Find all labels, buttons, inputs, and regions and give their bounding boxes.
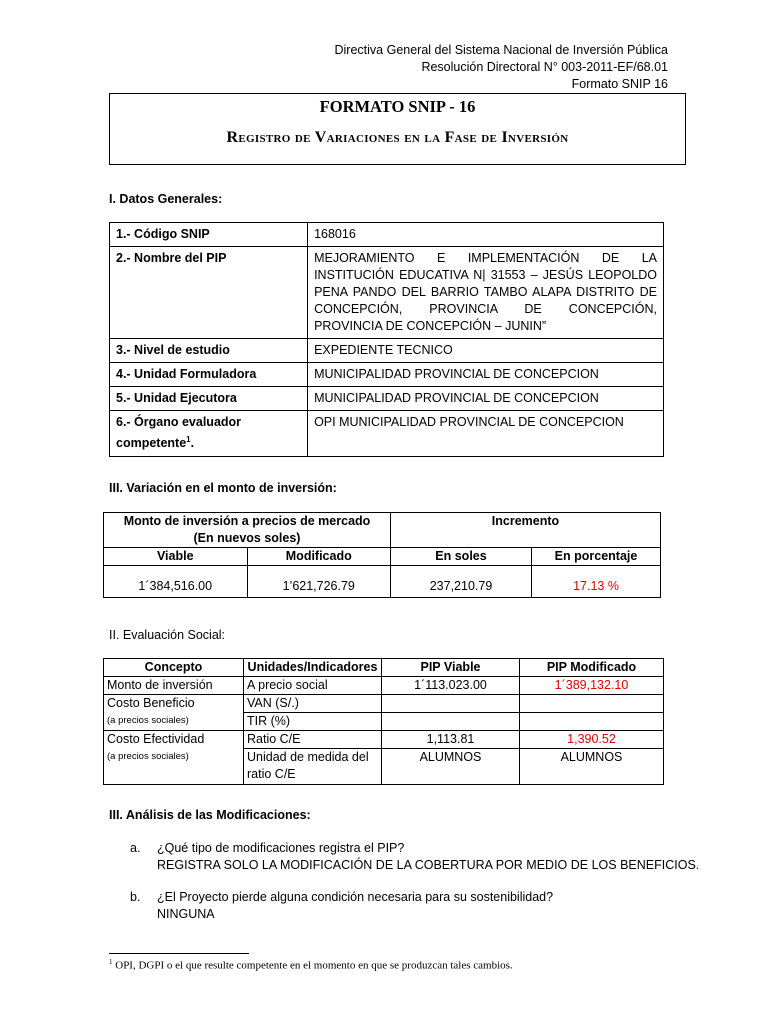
- pip-viable: 1,113.81: [382, 731, 520, 749]
- form-subtitle: Registro de Variaciones en la Fase de Inversión: [226, 129, 569, 146]
- row-key: 5.- Unidad Ejecutora: [110, 387, 308, 411]
- col-header: Viable: [104, 548, 248, 566]
- table-row: [110, 411, 664, 457]
- row-key: 3.- Nivel de estudio: [110, 339, 308, 363]
- footnote: [109, 958, 513, 972]
- pip-modificado: [520, 713, 664, 731]
- col-header: PIP Modificado: [520, 659, 664, 677]
- row-value: MUNICIPALIDAD PROVINCIAL DE CONCEPCION: [308, 363, 664, 387]
- question-b: [157, 889, 553, 923]
- pip-modificado: ALUMNOS: [520, 749, 664, 785]
- pip-viable: [382, 713, 520, 731]
- col-header: PIP Viable: [382, 659, 520, 677]
- table-row: [110, 247, 664, 339]
- concepto-note: (a precios sociales): [107, 751, 189, 762]
- unidad: A precio social: [244, 677, 382, 695]
- question-a-text: ¿Qué tipo de modificaciones registra el PIP?: [157, 841, 405, 855]
- evaluacion-table: [103, 658, 664, 785]
- value-en-soles: 237,210.79: [391, 566, 532, 598]
- answer-a: REGISTRA SOLO LA MODIFICACIÓN DE LA COBERTURA POR MEDIO DE LOS BENEFICIOS.: [157, 858, 700, 872]
- value-en-porcentaje: 17.13 %: [532, 566, 661, 598]
- document-header: [335, 42, 669, 93]
- concepto-label: Costo Efectividad: [107, 732, 205, 746]
- table-row: [104, 695, 664, 713]
- value-viable: 1´384,516.00: [104, 566, 248, 598]
- concepto: [104, 695, 244, 731]
- header-line-2: Resolución Directoral N° 003-2011-EF/68.01: [421, 60, 668, 74]
- row-key: 2.- Nombre del PIP: [110, 247, 308, 339]
- header-monto-line2: (En nuevos soles): [193, 531, 301, 545]
- table-row: [104, 677, 664, 695]
- concepto: [104, 731, 244, 785]
- concepto-label: Costo Beneficio: [107, 696, 195, 710]
- row-key: [110, 411, 308, 457]
- table-row: [104, 731, 664, 749]
- col-header: Modificado: [247, 548, 391, 566]
- header-incremento: Incremento: [391, 513, 661, 548]
- pip-viable: [382, 695, 520, 713]
- table-row: [104, 659, 664, 677]
- header-line-3: Formato SNIP 16: [571, 77, 668, 91]
- section-analisis: III. Análisis de las Modificaciones:: [109, 808, 311, 822]
- table-row: [110, 223, 664, 247]
- row-key-suffix: .: [190, 436, 195, 451]
- datos-generales-table: [109, 222, 664, 457]
- row-value: 168016: [308, 223, 664, 247]
- unidad: VAN (S/.): [244, 695, 382, 713]
- table-row: [104, 513, 661, 548]
- row-value: MUNICIPALIDAD PROVINCIAL DE CONCEPCION: [308, 387, 664, 411]
- unidad: TIR (%): [244, 713, 382, 731]
- question-a-letter: a.: [130, 841, 141, 855]
- unidad: Ratio C/E: [244, 731, 382, 749]
- title-box: [109, 93, 686, 165]
- value-modificado: 1’621,726.79: [247, 566, 391, 598]
- table-row: [110, 387, 664, 411]
- header-monto-line1: Monto de inversión a precios de mercado: [123, 514, 371, 528]
- col-header: En porcentaje: [532, 548, 661, 566]
- col-header: Unidades/Indicadores: [244, 659, 382, 677]
- variacion-table: [103, 512, 661, 598]
- pip-viable: 1´113.023.00: [382, 677, 520, 695]
- pip-modificado: 1,390.52: [520, 731, 664, 749]
- col-header: En soles: [391, 548, 532, 566]
- form-title: FORMATO SNIP - 16: [319, 97, 476, 116]
- unidad: Unidad de medida del ratio C/E: [244, 749, 382, 785]
- footnote-divider: [109, 953, 249, 954]
- answer-b: NINGUNA: [157, 907, 215, 921]
- row-key: 4.- Unidad Formuladora: [110, 363, 308, 387]
- col-header: Concepto: [104, 659, 244, 677]
- pip-viable: ALUMNOS: [382, 749, 520, 785]
- row-key: 1.- Código SNIP: [110, 223, 308, 247]
- question-b-letter: b.: [130, 890, 141, 904]
- table-row: [104, 566, 661, 598]
- section-datos-generales: I. Datos Generales:: [109, 192, 223, 206]
- footnote-ref: 1: [186, 435, 191, 444]
- row-value: OPI MUNICIPALIDAD PROVINCIAL DE CONCEPCION: [308, 411, 664, 457]
- concepto-note: (a precios sociales): [107, 715, 189, 726]
- pip-modificado: 1´389,132.10: [520, 677, 664, 695]
- header-line-1: Directiva General del Sistema Nacional de Inversión Pública: [334, 43, 668, 57]
- question-b-text: ¿El Proyecto pierde alguna condición necesaria para su sostenibilidad?: [157, 890, 554, 904]
- section-evaluacion: II. Evaluación Social:: [109, 628, 226, 642]
- row-key-text: 6.- Órgano evaluador competente: [116, 415, 242, 451]
- concepto: Monto de inversión: [104, 677, 244, 695]
- row-value: MEJORAMIENTO E IMPLEMENTACIÓN DE LA INSTITUCIÓN EDUCATIVA N| 31553 – JESÚS LEOPOLDO PENA PANDO DEL BARRIO TAMBO ALAPA DISTRITO DE CONCEPCIÓN, PROVINCIA DE CONCEPCIÓN, PROVINCIA DE CONCEPCIÓN – JUNIN”: [308, 247, 664, 339]
- row-value: EXPEDIENTE TECNICO: [308, 339, 664, 363]
- question-a: [157, 840, 699, 874]
- pip-modificado: [520, 695, 664, 713]
- footnote-mark: 1: [109, 958, 113, 966]
- section-variacion-label: III. Variación en el monto de inversión:: [109, 481, 337, 495]
- table-row: [104, 548, 661, 566]
- table-row: [110, 363, 664, 387]
- section-variacion: [109, 481, 337, 495]
- footnote-text: OPI, DGPI o el que resulte competente en el momento en que se produzcan tales cambios.: [115, 959, 513, 972]
- table-row: [110, 339, 664, 363]
- header-monto: [104, 513, 391, 548]
